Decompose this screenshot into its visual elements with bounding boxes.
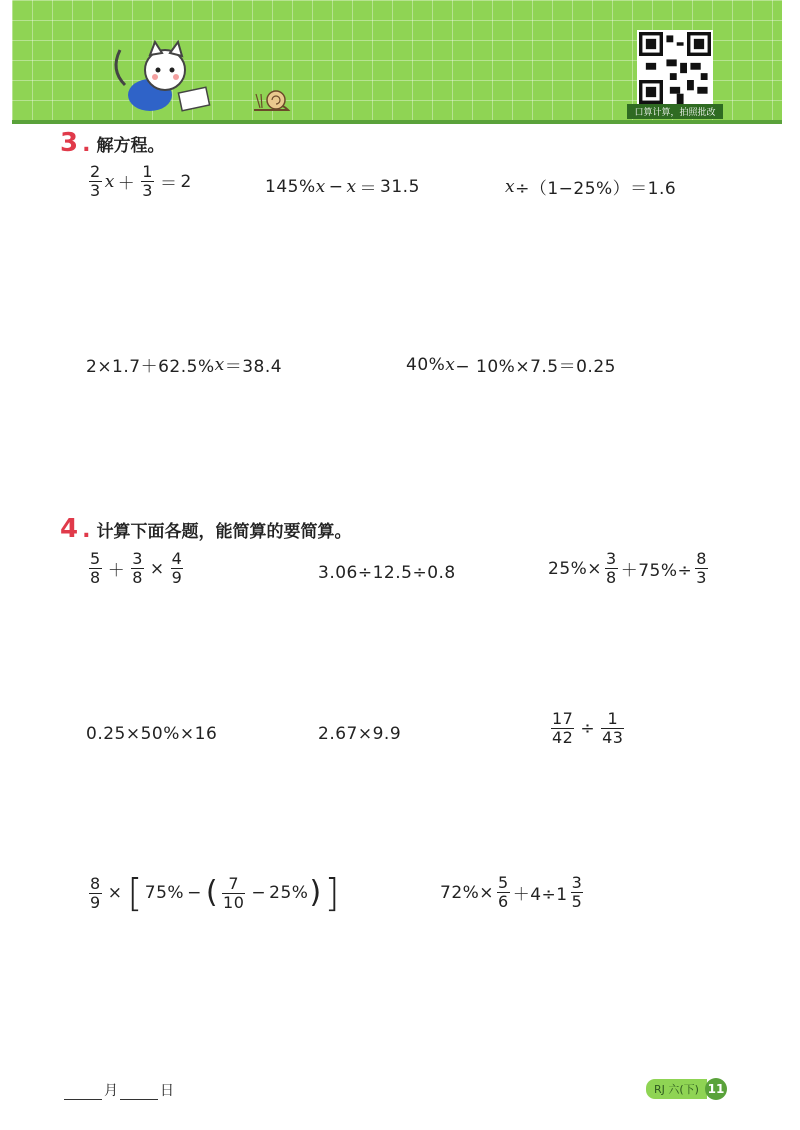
fraction: $\frac{4}{9}$ <box>171 549 183 587</box>
section-4-title: 计算下面各题，能简算的要简算。 <box>96 522 352 542</box>
equation-1-rhs: 2 <box>180 171 192 192</box>
fraction: $\frac{3}{8}$ <box>606 549 617 587</box>
equation-3 <box>505 174 676 199</box>
variable-x: x <box>104 171 115 192</box>
header-banner <box>12 0 782 124</box>
section-3-title: 解方程。 <box>96 136 165 156</box>
calc-4 <box>86 724 217 744</box>
fraction: $\frac{8}{3}$ <box>696 549 707 587</box>
section-3-dot: . <box>82 132 91 157</box>
calc-3-lead: 25%× <box>548 558 603 579</box>
variable-x: x <box>505 176 516 197</box>
calc-3 <box>548 550 711 587</box>
calc-8-lead: 72%× <box>440 882 495 903</box>
date-field <box>62 1080 174 1100</box>
section-3-heading <box>60 128 164 158</box>
calc-8 <box>440 874 586 911</box>
variable-x: x <box>346 176 357 197</box>
edition-label: RJ 六(下) <box>646 1079 707 1099</box>
equation-3-rest: ÷（1−25%）＝1.6 <box>515 179 677 199</box>
equation-2-rhs: 31.5 <box>380 176 420 197</box>
fraction: $\frac{1}{3}$ <box>142 162 153 200</box>
variable-x: x <box>445 354 456 375</box>
calc-1: $\frac{5}{8}$ ＋ $\frac{3}{8}$ × $\frac{4}{9}$ <box>90 549 183 587</box>
calc-7-pct1: 75% <box>144 883 185 903</box>
calc-2-text: 3.06÷12.5÷0.8 <box>318 563 456 583</box>
qr-code[interactable] <box>637 30 713 106</box>
section-4-dot: . <box>82 518 91 543</box>
right-paren: ) <box>309 875 322 910</box>
variable-x: x <box>315 176 326 197</box>
variable-x: x <box>214 354 225 375</box>
left-paren: ( <box>205 875 219 910</box>
month-label: 月 <box>104 1083 118 1099</box>
equation-2-lead: 145% <box>265 176 316 197</box>
calc-2 <box>318 563 456 583</box>
cat-illustration <box>100 40 220 115</box>
fraction: $\frac{5}{6}$ <box>498 873 509 911</box>
section-3-number: 3 <box>60 128 79 158</box>
fraction: $\frac{7}{10}$ <box>223 873 245 912</box>
qr-caption: 口算计算，拍照批改 <box>627 104 723 119</box>
fraction: $\frac{3}{8}$ <box>132 549 143 587</box>
equation-2: 145% x − x ＝ 31.5 <box>265 176 420 199</box>
calc-7: $\frac{8}{9}$ × [ 75% − ( $\frac{7}{10}$ − 25% ) ] <box>90 871 340 915</box>
calc-6: $\frac{17}{42}$ ÷ $\frac{1}{43}$ <box>552 709 624 747</box>
right-bracket: ] <box>324 871 340 915</box>
equation-4 <box>86 352 282 377</box>
fraction: $\frac{2}{3}$ <box>90 162 101 200</box>
equation-4-lead: 2×1.7＋62.5% <box>86 357 215 377</box>
equation-5 <box>406 352 616 377</box>
month-blank[interactable] <box>64 1099 102 1100</box>
calc-7-pct2: 25% <box>269 883 309 903</box>
calc-3-mid: ＋75%÷ <box>620 561 693 581</box>
calc-5-text: 2.67×9.9 <box>318 724 402 744</box>
fraction: $\frac{5}{8}$ <box>90 549 101 587</box>
page-number: 11 <box>705 1078 727 1100</box>
calc-4-text: 0.25×50%×16 <box>86 724 218 744</box>
left-bracket: [ <box>127 871 143 915</box>
calc-5 <box>318 724 401 744</box>
snail-illustration <box>252 86 292 114</box>
equation-1: $\frac{2}{3}$ x ＋ $\frac{1}{3}$ ＝ 2 <box>90 162 192 200</box>
page-badge <box>646 1078 727 1100</box>
equation-5-rest: − 10%×7.5＝0.25 <box>455 357 616 377</box>
day-label: 日 <box>160 1083 174 1099</box>
fraction: $\frac{3}{5}$ <box>571 873 583 911</box>
section-4-heading <box>60 514 351 544</box>
equation-4-rhs: ＝38.4 <box>224 357 283 377</box>
fraction: $\frac{17}{42}$ <box>552 709 574 747</box>
fraction: $\frac{1}{43}$ <box>602 709 624 747</box>
day-blank[interactable] <box>120 1099 158 1100</box>
calc-8-mid: ＋4÷1 <box>512 885 568 905</box>
fraction: $\frac{8}{9}$ <box>90 873 101 912</box>
equation-5-lead: 40% <box>406 354 446 375</box>
section-4-number: 4 <box>60 514 79 544</box>
